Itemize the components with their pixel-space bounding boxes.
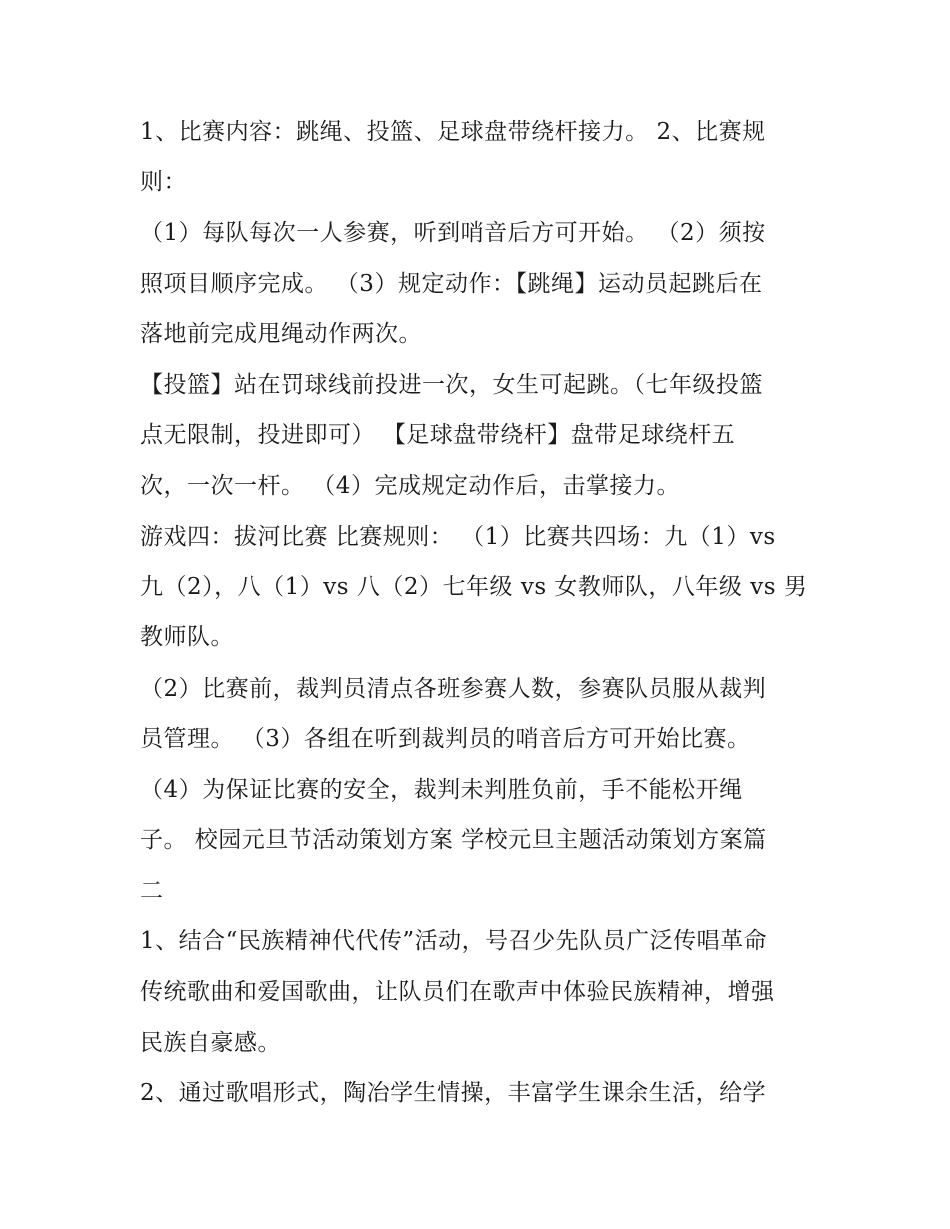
text-line: 传统歌曲和爱国歌曲，让队员们在歌声中体验民族精神，增强 [140,979,775,1005]
text-line: （2）比赛前，裁判员清点各班参赛人数，参赛队员服从裁判 [140,676,767,702]
text-line: 1、比赛内容：跳绳、投篮、足球盘带绕杆接力。 2、比赛规 [140,119,766,145]
text-line: 员管理。 （3）各组在听到裁判员的哨音后方可开始比赛。 [140,726,751,752]
text-line: 照项目顺序完成。 （3）规定动作：【跳绳】运动员起跳后在 [140,271,763,297]
text-line: 游戏四：拔河比赛 比赛规则： （1）比赛共四场：九（1）vs [140,524,776,550]
text-line: （1）每队每次一人参赛，听到哨音后方可开始。 （2）须按 [140,220,766,246]
text-line: 教师队。 [140,624,234,650]
text-line: 1、结合“民族精神代代传”活动，号召少先队员广泛传唱革命 [140,928,768,954]
text-line: 民族自豪感。 [140,1030,281,1056]
text-line: 落地前完成甩绳动作两次。 [140,321,422,347]
text-line: 点无限制，投进即可） 【足球盘带绕杆】盘带足球绕杆五 [140,422,736,448]
text-line: 二 [140,878,164,904]
text-line: 九（2），八（1）vs 八（2）七年级 vs 女教师队，八年级 vs 男 [140,574,808,600]
text-line: 子。 校园元旦节活动策划方案 学校元旦主题活动策划方案篇 [140,827,767,853]
text-line: 则： [140,169,187,195]
text-line: 次，一次一杆。 （4）完成规定动作后，击掌接力。 [140,473,680,499]
text-line: 2、通过歌唱形式，陶冶学生情操，丰富学生课余生活，给学 [140,1080,767,1106]
text-line: （4）为保证比赛的安全，裁判未判胜负前，手不能松开绳 [140,777,743,803]
text-line: 【投篮】站在罚球线前投进一次，女生可起跳。（七年级投篮 [140,372,763,398]
